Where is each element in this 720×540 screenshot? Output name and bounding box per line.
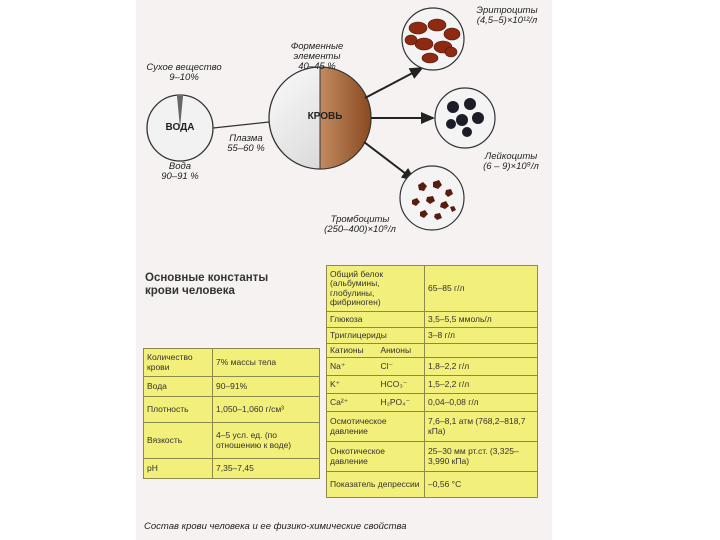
water-circle-label: ВОДА bbox=[165, 122, 195, 133]
plasma-label: Плазма 55–60 % bbox=[227, 133, 265, 154]
constant-name: Количество крови bbox=[144, 349, 213, 377]
cation: Ca²⁺ bbox=[327, 394, 378, 412]
protein-value: 65–85 г/л bbox=[425, 266, 538, 312]
ions-header-value bbox=[425, 344, 538, 358]
constant-name: pH bbox=[144, 459, 213, 479]
row-ion bbox=[327, 394, 538, 412]
osmotic-name: Осмотическое давление bbox=[327, 412, 425, 442]
right-constants-table bbox=[326, 265, 538, 498]
cation: K⁺ bbox=[327, 376, 378, 394]
triglycerides-value: 3–8 г/л bbox=[425, 328, 538, 344]
depression-name: Показатель депрессии bbox=[327, 472, 425, 498]
anion: H₂PO₄⁻ bbox=[377, 394, 424, 412]
row-protein bbox=[327, 266, 538, 312]
left-table-row bbox=[144, 377, 320, 397]
row-ion bbox=[327, 376, 538, 394]
oncotic-value: 25–30 мм рт.ст. (3,325–3,990 кПа) bbox=[425, 442, 538, 472]
row-ion bbox=[327, 358, 538, 376]
water-label: Вода 90–91 % bbox=[161, 161, 199, 182]
anions-header: Анионы bbox=[377, 344, 424, 358]
constant-name: Плотность bbox=[144, 397, 213, 423]
left-table-row bbox=[144, 349, 320, 377]
blood-label: КРОВЬ bbox=[307, 111, 343, 122]
left-table-row bbox=[144, 423, 320, 459]
glucose-value: 3,5–5,5 ммоль/л bbox=[425, 312, 538, 328]
left-table-row bbox=[144, 459, 320, 479]
row-depression bbox=[327, 472, 538, 498]
anion: Cl⁻ bbox=[377, 358, 424, 376]
cation: Na⁺ bbox=[327, 358, 378, 376]
ion-value: 1,8–2,2 г/л bbox=[425, 358, 538, 376]
anion: HCO₃⁻ bbox=[377, 376, 424, 394]
constant-value: 7,35–7,45 bbox=[213, 459, 320, 479]
osmotic-value: 7,6–8,1 атм (768,2–818,7 кПа) bbox=[425, 412, 538, 442]
connector-line bbox=[213, 122, 269, 128]
section-title: Основные константы крови человека bbox=[145, 272, 269, 297]
left-table-row bbox=[144, 397, 320, 423]
thrombocytes-label: Тромбоциты (250–400)×10⁹/л bbox=[324, 214, 396, 235]
left-constants-table bbox=[143, 348, 320, 479]
ion-value: 0,04–0,08 г/л bbox=[425, 394, 538, 412]
leukocytes-label: Лейкоциты (6 – 9)×10⁹/л bbox=[483, 151, 539, 172]
row-osmotic bbox=[327, 412, 538, 442]
row-glucose bbox=[327, 312, 538, 328]
constant-name: Вязкость bbox=[144, 423, 213, 459]
oncotic-name: Онкотическое давление bbox=[327, 442, 425, 472]
cations-header: Катионы bbox=[327, 344, 378, 358]
protein-name: Общий белок (альбумины, глобулины, фибриноген) bbox=[327, 266, 425, 312]
ion-value: 1,5–2,2 г/л bbox=[425, 376, 538, 394]
erythrocytes-label: Эритроциты (4,5–5)×10¹²/л bbox=[476, 5, 538, 26]
arrow-thrombocytes bbox=[364, 142, 414, 180]
dry-matter-label: Сухое вещество 9–10% bbox=[146, 62, 222, 83]
figure-caption: Состав крови человека и ее физико-химические свойства bbox=[144, 521, 407, 532]
constant-value: 7% массы тела bbox=[213, 349, 320, 377]
row-oncotic bbox=[327, 442, 538, 472]
glucose-name: Глюкоза bbox=[327, 312, 425, 328]
row-ions-header bbox=[327, 344, 538, 358]
constant-value: 1,050–1,060 г/см³ bbox=[213, 397, 320, 423]
row-triglycerides bbox=[327, 328, 538, 344]
constant-name: Вода bbox=[144, 377, 213, 397]
depression-value: –0,56 °С bbox=[425, 472, 538, 498]
triglycerides-name: Триглицериды bbox=[327, 328, 425, 344]
constant-value: 4–5 усл. ед. (по отношению к воде) bbox=[213, 423, 320, 459]
formed-elements-label: Форменные элементы 40–45 % bbox=[290, 41, 344, 72]
arrow-erythrocytes bbox=[365, 68, 422, 98]
constant-value: 90–91% bbox=[213, 377, 320, 397]
